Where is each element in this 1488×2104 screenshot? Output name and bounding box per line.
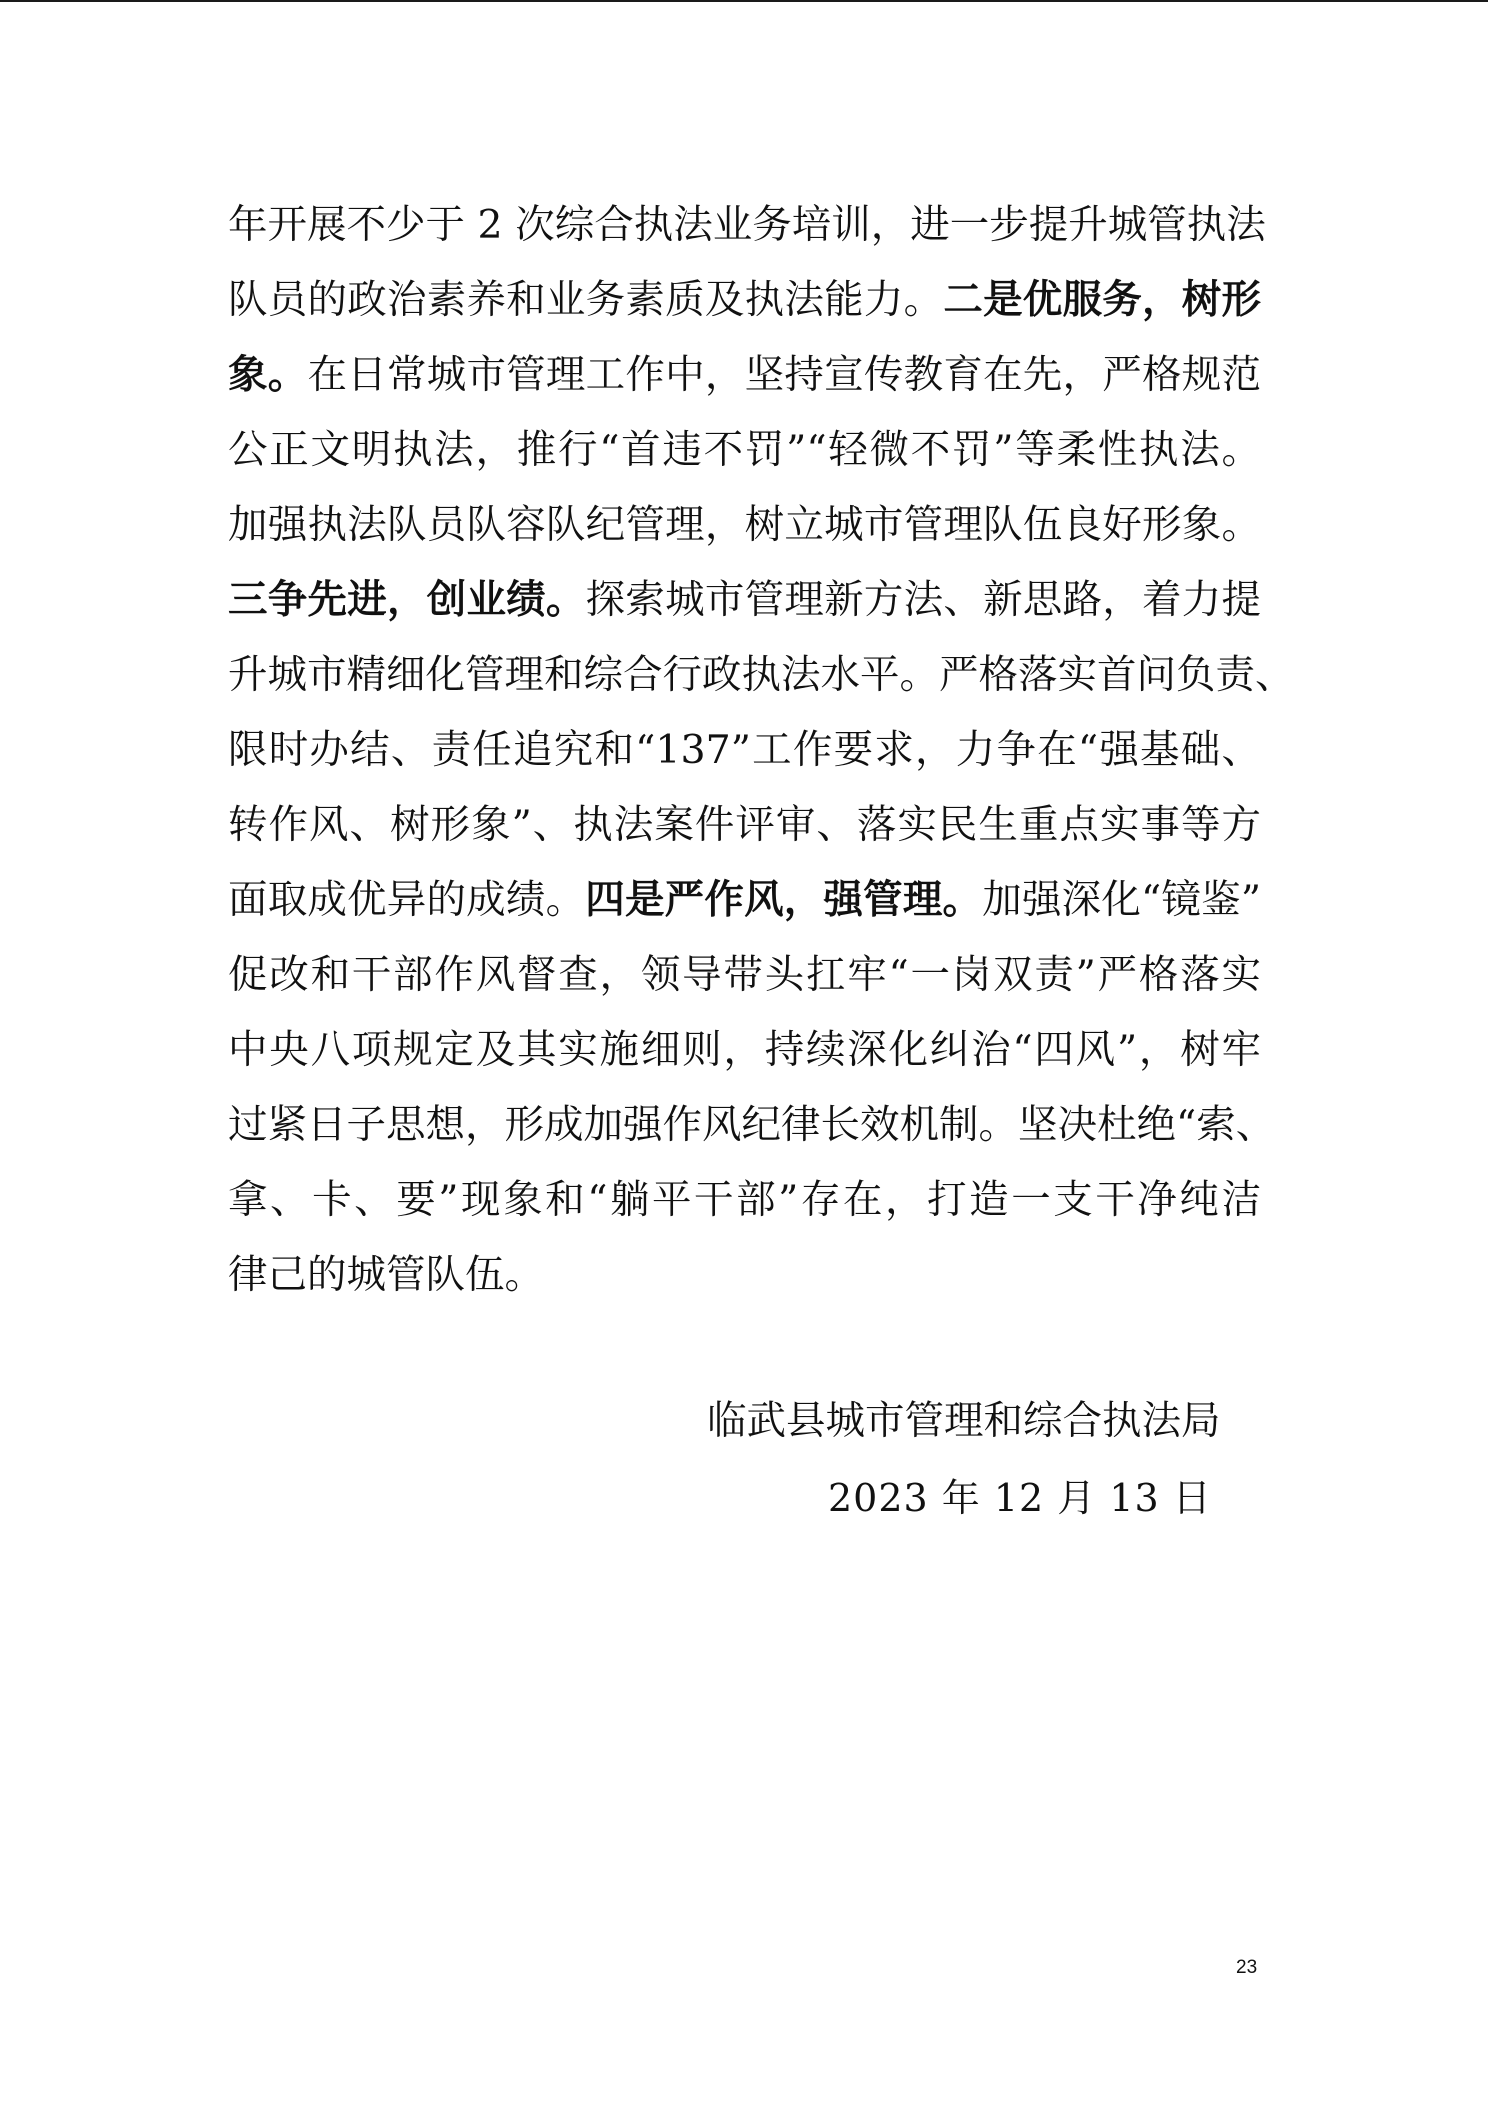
bold-heading-run: 象。	[228, 352, 308, 398]
signature-organization: 临武县城市管理和综合执法局	[707, 1398, 1221, 1444]
text-run: 促改和干部作风督查，领导带头扛牢“一岗双责”严格落实	[228, 952, 1261, 998]
text-run: 探索城市管理新方法、新思路，着力提	[585, 577, 1262, 623]
text-run: 转作风、树形象”、执法案件评审、落实民生重点实事等方	[228, 802, 1261, 848]
bold-heading-run: 二是优服务，树形	[943, 277, 1262, 323]
body-text	[228, 188, 1295, 1313]
text-run: 中央八项规定及其实施细则，持续深化纠治“四风”，树牢	[228, 1027, 1261, 1073]
page-top-border	[0, 0, 1488, 2]
body-line	[228, 1163, 1261, 1238]
page-number: 23	[1236, 1957, 1258, 1978]
body-line	[228, 638, 1295, 713]
body-line	[228, 1088, 1276, 1163]
body-line	[228, 488, 1261, 563]
text-run: 公正文明执法，推行“首违不罚”“轻微不罚”等柔性执法。	[228, 427, 1261, 473]
text-run: 拿、卡、要”现象和“躺平干部”存在，打造一支干净纯洁	[228, 1177, 1261, 1223]
body-line	[228, 188, 1266, 263]
text-run: 队员的政治素养和业务素质及执法能力。	[228, 277, 944, 323]
text-run: 加强深化“镜鉴”	[982, 877, 1262, 923]
text-run: 过紧日子思想，形成加强作风纪律长效机制。坚决杜绝“索、	[228, 1102, 1276, 1148]
body-line	[228, 1238, 1261, 1313]
bold-heading-run: 四是严作风，强管理。	[585, 877, 983, 923]
body-line	[228, 563, 1261, 638]
text-run: 在日常城市管理工作中，坚持宣传教育在先，严格规范	[307, 352, 1262, 398]
text-run: 律己的城管队伍。	[228, 1252, 544, 1298]
body-line	[228, 938, 1261, 1013]
body-line	[228, 338, 1261, 413]
body-line	[228, 713, 1261, 788]
bold-heading-run: 三争先进，创业绩。	[228, 577, 586, 623]
body-line	[228, 863, 1261, 938]
body-line	[228, 788, 1261, 863]
body-line	[228, 263, 1261, 338]
signature-date: 2023 年 12 月 13 日	[828, 1476, 1212, 1520]
text-run: 年开展不少于 2 次综合执法业务培训，进一步提升城管执法	[228, 202, 1266, 248]
text-run: 升城市精细化管理和综合行政执法水平。严格落实首问负责、	[228, 652, 1295, 698]
text-run: 限时办结、责任追究和“137”工作要求，力争在“强基础、	[228, 727, 1261, 773]
text-run: 加强执法队员队容队纪管理，树立城市管理队伍良好形象。	[228, 502, 1261, 548]
body-line	[228, 413, 1261, 488]
body-line	[228, 1013, 1261, 1088]
text-run: 面取成优异的成绩。	[228, 877, 586, 923]
